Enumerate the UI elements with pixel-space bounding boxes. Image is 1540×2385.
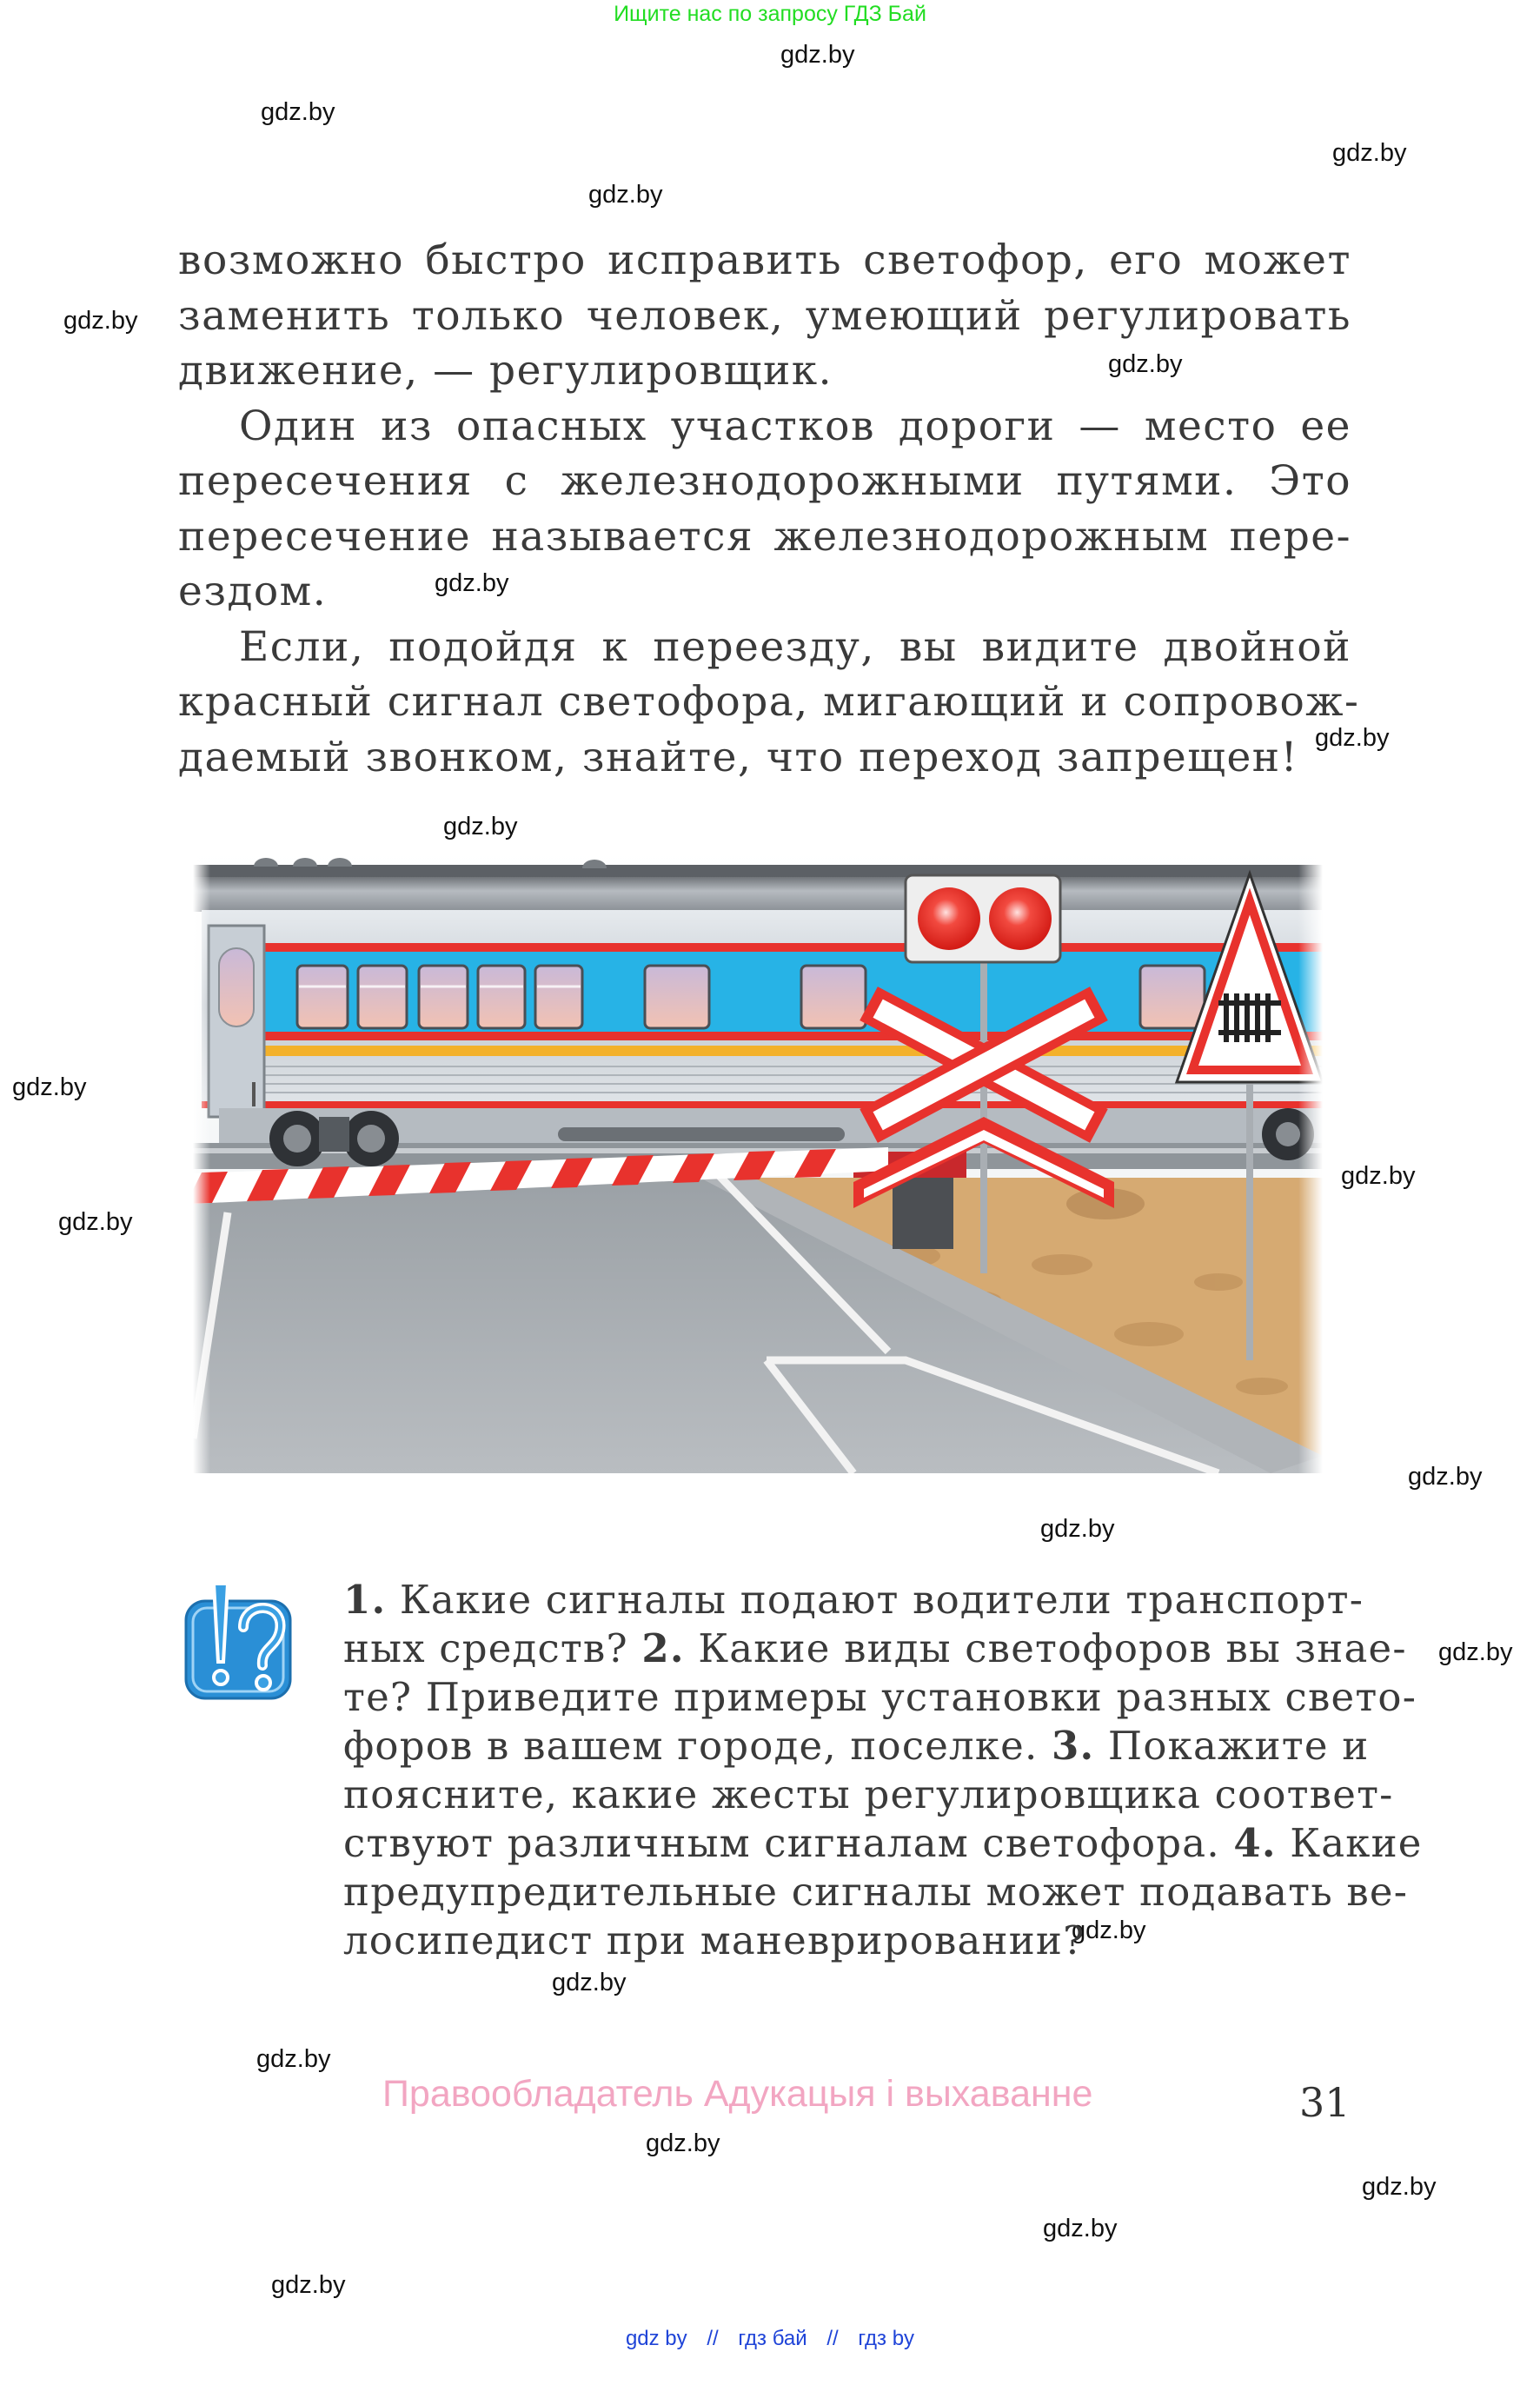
watermark: gdz.by bbox=[1341, 1162, 1416, 1190]
question-number: 1. bbox=[343, 1577, 387, 1623]
railway-crossing-image bbox=[193, 847, 1323, 1473]
exclamation-question-icon bbox=[183, 1575, 295, 1705]
question-number: 2. bbox=[641, 1625, 685, 1671]
watermark: gdz.by bbox=[443, 813, 518, 840]
watermark: gdz.by bbox=[1315, 724, 1390, 752]
text-line: Один из опасных участков дороги — место ее bbox=[239, 402, 1351, 450]
watermark: gdz.by bbox=[1332, 139, 1407, 167]
paragraph-1 bbox=[178, 233, 1351, 399]
watermark: gdz.by bbox=[58, 1208, 133, 1236]
paragraph-2 bbox=[178, 399, 1351, 620]
page-number: 31 bbox=[1299, 2079, 1351, 2126]
watermark: gdz.by bbox=[1043, 2215, 1118, 2242]
questions-block bbox=[343, 1576, 1423, 1965]
watermark: gdz.by bbox=[588, 181, 663, 209]
watermark: gdz.by bbox=[63, 307, 138, 335]
watermark: gdz.by bbox=[1072, 1917, 1146, 1944]
question-line: ных средств? 2. Какие виды светофоров вы знае- bbox=[343, 1625, 1407, 1671]
text-line: заменить только человек, умеющий регулировать bbox=[178, 291, 1351, 340]
question-line: предупредительные сигналы может подавать ве- bbox=[343, 1869, 1409, 1915]
question-line: поясните, какие жесты регулировщика соответ- bbox=[343, 1771, 1394, 1817]
text-line: движение, — регулировщик. bbox=[178, 347, 833, 395]
separator: // bbox=[707, 2327, 719, 2350]
question-line: лосипедист при маневрировании? bbox=[343, 1917, 1085, 1963]
separator: // bbox=[826, 2327, 839, 2350]
question-line: те? Приведите примеры установки разных свето- bbox=[343, 1674, 1417, 1720]
watermark: gdz.by bbox=[552, 1969, 627, 1996]
link-gdz-by[interactable]: gdz by bbox=[625, 2327, 687, 2350]
watermark: gdz.by bbox=[271, 2271, 346, 2299]
watermark: gdz.by bbox=[12, 1073, 87, 1101]
question-line: ствуют различным сигналам светофора. 4. Какие bbox=[343, 1820, 1423, 1866]
watermark: gdz.by bbox=[1362, 2173, 1437, 2201]
text-line: пересечения с железнодорожными путями. Это bbox=[178, 457, 1351, 505]
watermark: gdz.by bbox=[1408, 1463, 1483, 1491]
bottom-links-bar bbox=[0, 2327, 1540, 2351]
link-gdz-bai[interactable]: гдз бай bbox=[738, 2327, 807, 2350]
watermark: gdz.by bbox=[1040, 1515, 1115, 1543]
text-line: возможно быстро исправить светофор, его может bbox=[178, 236, 1351, 284]
watermark: gdz.by bbox=[1108, 350, 1183, 378]
text-line: даемый звонком, знайте, что переход запрещен! bbox=[178, 733, 1298, 781]
watermark: gdz.by bbox=[646, 2129, 720, 2157]
text-line: пересечение называется железнодорожным пере- bbox=[178, 512, 1351, 561]
search-banner: Ищите нас по запросу ГДЗ Бай bbox=[614, 2, 926, 26]
watermark: gdz.by bbox=[261, 98, 335, 126]
text-line: Если, подойдя к переезду, вы видите двойной bbox=[239, 622, 1351, 671]
watermark: gdz.by bbox=[1438, 1638, 1513, 1666]
question-line: форов в вашем городе, поселке. 3. Покажите и bbox=[343, 1723, 1370, 1769]
text-line: ездом. bbox=[178, 568, 328, 615]
copyright-notice: Правообладатель Адукацыя і выхаванне bbox=[382, 2073, 1093, 2115]
text-line: красный сигнал светофора, мигающий и сопровож- bbox=[178, 678, 1360, 726]
question-line: 1. Какие сигналы подают водители транспорт- bbox=[343, 1577, 1364, 1623]
question-number: 4. bbox=[1233, 1820, 1277, 1866]
railway-crossing-illustration bbox=[193, 847, 1323, 1473]
watermark: gdz.by bbox=[780, 41, 855, 69]
question-number: 3. bbox=[1052, 1723, 1095, 1769]
link-gdz-by-cyr[interactable]: гдз by bbox=[858, 2327, 915, 2350]
watermark: gdz.by bbox=[256, 2045, 331, 2073]
watermark: gdz.by bbox=[435, 569, 509, 597]
